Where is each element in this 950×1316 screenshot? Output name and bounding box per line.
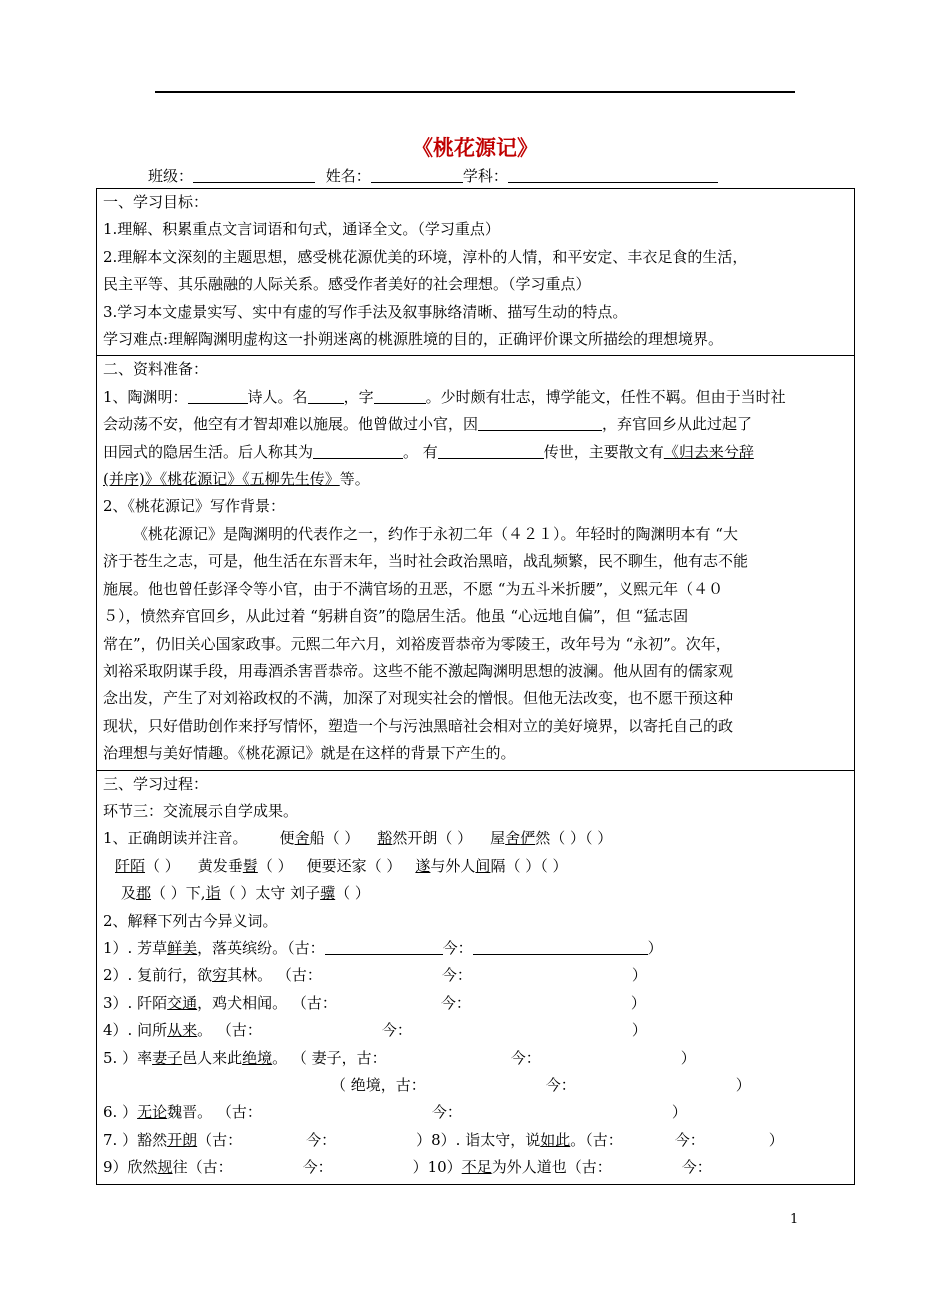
section-heading: 一、学习目标： — [103, 193, 209, 211]
objective-line: 1.理解、积累重点文言词语和句式，通译全文。（学习重点） — [103, 220, 500, 239]
subject-label: 学科： — [462, 167, 508, 185]
meaning-item-4: 4）. 问所从来。 （古： 今： ） — [103, 1021, 647, 1040]
meaning-item-6: 6. ）无论魏晋。 （古： 今： ） — [103, 1103, 687, 1122]
header-rule — [155, 91, 795, 93]
background-line: 常在”，仍旧关心国家政事。元熙二年六月，刘裕废晋恭帝为零陵王，改年号为 “永初”。次年， — [103, 634, 731, 653]
meaning-item-5b: （ 绝境，古： 今： ） — [331, 1076, 751, 1094]
name-label: 姓名： — [325, 167, 371, 185]
meaning-item-5: 5. ）率妻子邑人来此绝境。 （ 妻子，古： 今： ） — [103, 1048, 696, 1067]
student-info-row — [148, 165, 718, 187]
difficulty-line: 学习难点:理解陶渊明虚构这一扑朔迷离的桃源胜境的目的，正确评价课文所描绘的理想境界。 — [103, 330, 724, 349]
author-line-4: (并序)》《桃花源记》《五柳先生传》等。 — [103, 470, 370, 489]
era-blank[interactable] — [188, 388, 248, 404]
courtesy-name-blank[interactable] — [374, 388, 426, 404]
objective-line: 民主平等、其乐融融的人际关系。感受作者美好的社会理想。（学习重点） — [103, 275, 591, 294]
objective-line: 2.理解本文深刻的主题思想，感受桃花源优美的环境，淳朴的人情，和平安定、丰衣足食的生活， — [103, 247, 748, 266]
meaning-item-7-8: 7. ）豁然开朗（古： 今： ）8）. 诣太守，说如此。（古： 今： ） — [103, 1130, 784, 1149]
works-blank[interactable] — [438, 443, 544, 459]
name-field[interactable] — [371, 167, 463, 183]
background-heading: 2、《桃花源记》写作背景： — [103, 497, 286, 516]
objective-line: 3.学习本文虚景实写、实中有虚的写作手法及叙事脉络清晰、描写生动的特点。 — [103, 302, 628, 321]
class-field[interactable] — [193, 167, 315, 183]
section-objectives — [97, 189, 855, 356]
author-line-1: 1、陶渊明： 诗人。名 ，字 。少时颇有壮志，博学能文，任性不羁。但由于当时社 — [103, 387, 786, 406]
author-line-3: 田园式的隐居生活。后人称其为 。 有 传世，主要散文有《归去来兮辞 — [103, 442, 754, 461]
background-line: 念出发，产生了对刘裕政权的不满，加深了对现实社会的憎恨。但他无法改变，也不愿干预这种 — [103, 689, 734, 708]
background-line: 济于苍生之志，可是，他生活在东晋末年，当时社会政治黑暗，战乱频繁，民不聊生，他有志不能 — [103, 552, 749, 571]
page-title: 《桃花源记》 — [412, 135, 538, 160]
background-line: 《桃花源记》是陶渊明的代表作之一，约作于永初二年（４２１）。年轻时的陶渊明本有 “大 — [133, 524, 738, 543]
meaning-heading: 2、解释下列古今异义词。 — [103, 911, 278, 930]
given-name-blank[interactable] — [308, 388, 344, 404]
worksheet-table — [96, 188, 855, 1185]
link-heading: 环节三：交流展示自学成果。 — [103, 801, 299, 820]
section-materials — [97, 356, 855, 770]
title-blank[interactable] — [313, 443, 403, 459]
section-heading: 三、学习过程： — [103, 774, 209, 793]
pronunciation-line-2: 阡陌（ ） 黄发垂髫（ ） 便要还家（ ） 遂与外人间隔（ ）（ ） — [115, 856, 568, 875]
modern-meaning-blank[interactable] — [473, 939, 648, 955]
section-heading: 二、资料准备： — [103, 360, 209, 379]
pronunciation-line-1: 1、正确朗读并注音。 便舍船（ ） 豁然开朗（ ） 屋舍俨然（ ）（ ） — [103, 829, 613, 848]
background-line: 刘裕采取阴谋手段，用毒酒杀害晋恭帝。这些不能不激起陶渊明思想的波澜。他从固有的儒家观 — [103, 661, 734, 680]
meaning-item-9-10: 9）欣然规往（古： 今： ）10）不足为外人道也（古： 今： — [103, 1158, 712, 1177]
background-line: 施展。他也曾任彭泽令等小官，由于不满官场的丑恶，不愿 “为五斗米折腰”，义熙元年（４０ — [103, 579, 724, 598]
meaning-item-2: 2）. 复前行，欲穷其林。 （古： 今： ） — [103, 966, 647, 985]
background-line: ５），愤然弃官回乡，从此过着 “躬耕自资”的隐居生活。他虽 “心远地自偏”，但 “猛志固 — [103, 607, 689, 626]
meaning-item-1: 1）. 芳草鲜美，落英缤纷。（古： 今： ） — [103, 938, 663, 957]
pronunciation-line-3: 及郡（ ）下,诣（ ）太守 刘子骥（ ） — [121, 884, 370, 903]
background-line: 治理想与美好情趣。《桃花源记》就是在这样的背景下产生的。 — [103, 744, 516, 763]
reason-blank[interactable] — [478, 415, 602, 431]
author-line-2: 会动荡不安，他空有才智却难以施展。他曾做过小官，因 ，弃官回乡从此过起了 — [103, 415, 753, 434]
subject-field[interactable] — [508, 167, 718, 183]
ancient-meaning-blank[interactable] — [325, 939, 443, 955]
meaning-item-3: 3）. 阡陌交通，鸡犬相闻。 （古： 今： ） — [103, 993, 646, 1012]
background-line: 现状，只好借助创作来抒写情怀，塑造一个与污浊黑暗社会相对立的美好境界，以寄托自己的政 — [103, 716, 734, 735]
class-label: 班级： — [148, 167, 194, 185]
section-process — [97, 770, 855, 1184]
